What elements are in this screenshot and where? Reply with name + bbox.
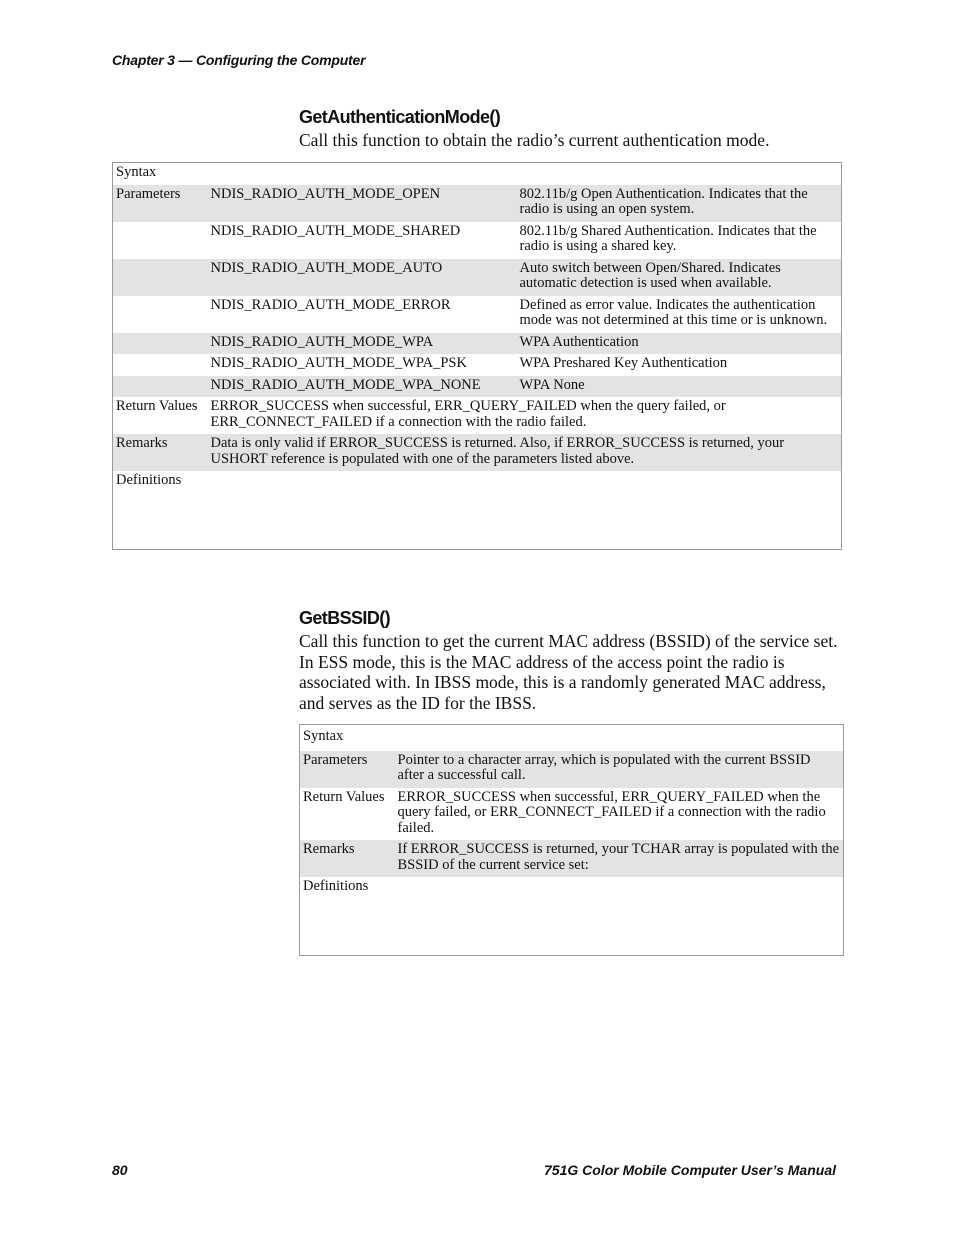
definitions-row [113, 471, 842, 550]
getauthenticationmode-table [112, 162, 842, 550]
return-values-label: Return Values [116, 398, 198, 414]
getbssid-table [299, 724, 844, 956]
remarks-row [113, 434, 842, 471]
remarks-label: Remarks [113, 434, 208, 471]
return-values-row [300, 788, 844, 841]
parameter-row [113, 185, 842, 222]
parameter-name: NDIS_RADIO_AUTH_MODE_WPA_NONE [208, 376, 517, 398]
parameters-text: Pointer to a character array, which is populated with the current BSSID after a successful call. [395, 751, 844, 788]
section-title-getbssid: GetBSSID() [299, 608, 391, 628]
syntax-label: Syntax [303, 728, 344, 744]
syntax-label: Syntax [116, 164, 157, 180]
parameter-desc: 802.11b/g Open Authentication. Indicates that the radio is using an open system. [517, 185, 842, 222]
syntax-row [113, 163, 842, 185]
parameter-name: NDIS_RADIO_AUTH_MODE_AUTO [208, 259, 517, 296]
parameter-row [113, 259, 842, 296]
remarks-text: Data is only valid if ERROR_SUCCESS is returned. Also, if ERROR_SUCCESS is returned, your USHORT reference is populated with one of the parameters listed above. [208, 434, 842, 471]
parameter-row [113, 333, 842, 355]
definitions-row [300, 877, 844, 956]
parameter-row [113, 354, 842, 376]
parameter-name: NDIS_RADIO_AUTH_MODE_SHARED [210, 222, 461, 239]
return-values-text: ERROR_SUCCESS when successful, ERR_QUERY_FAILED when the query failed, or ERR_CONNECT_FAILED if a connection with the radio failed. [210, 398, 726, 430]
parameters-label: Parameters [300, 751, 395, 788]
section-title-getauthenticationmode: GetAuthenticationMode() [299, 107, 501, 127]
syntax-row [300, 725, 844, 751]
definitions-label: Definitions [116, 472, 182, 488]
parameter-row [113, 376, 842, 398]
parameter-desc: WPA Authentication [517, 333, 842, 355]
chapter-header: Chapter 3 — Configuring the Computer [112, 52, 366, 68]
syntax-value [395, 725, 844, 751]
manual-title: 751G Color Mobile Computer User’s Manual [544, 1162, 836, 1178]
parameter-desc: Auto switch between Open/Shared. Indicates automatic detection is used when available. [517, 259, 842, 296]
parameter-desc: Defined as error value. Indicates the authentication mode was not determined at this time or is unknown. [519, 296, 828, 328]
parameter-name: NDIS_RADIO_AUTH_MODE_WPA [208, 333, 517, 355]
parameter-name: NDIS_RADIO_AUTH_MODE_OPEN [208, 185, 517, 222]
parameter-row [113, 296, 842, 333]
parameter-row [113, 222, 842, 259]
remarks-text: If ERROR_SUCCESS is returned, your TCHAR array is populated with the BSSID of the current service set: [395, 840, 844, 877]
remarks-row [300, 840, 844, 877]
parameters-label: Parameters [113, 185, 208, 222]
parameter-name: NDIS_RADIO_AUTH_MODE_WPA_PSK [210, 355, 467, 371]
syntax-value [208, 163, 842, 185]
section-description: Call this function to get the current MAC address (BSSID) of the service set. In ESS mode, this is the MAC address of the access point the radio is associated with. In IBSS mode, this is a randomly generated MAC address, and serves as the ID for the IBSS. [299, 631, 838, 713]
definitions-value [395, 877, 844, 956]
parameters-row [300, 751, 844, 788]
page-number: 80 [112, 1162, 128, 1178]
definitions-label: Definitions [303, 878, 369, 894]
parameter-name: NDIS_RADIO_AUTH_MODE_ERROR [210, 296, 451, 313]
remarks-label: Remarks [300, 840, 395, 877]
return-values-text: ERROR_SUCCESS when successful, ERR_QUERY_FAILED when the query failed, or ERR_CONNECT_FAILED if a connection with the radio failed. [397, 788, 826, 836]
parameter-desc: WPA Preshared Key Authentication [519, 355, 728, 371]
section-description: Call this function to obtain the radio’s current authentication mode. [299, 130, 770, 150]
return-values-row [113, 397, 842, 434]
parameter-desc: 802.11b/g Shared Authentication. Indicates that the radio is using a shared key. [519, 222, 817, 254]
definitions-value [208, 471, 842, 550]
parameter-desc: WPA None [517, 376, 842, 398]
return-values-label: Return Values [303, 788, 385, 805]
